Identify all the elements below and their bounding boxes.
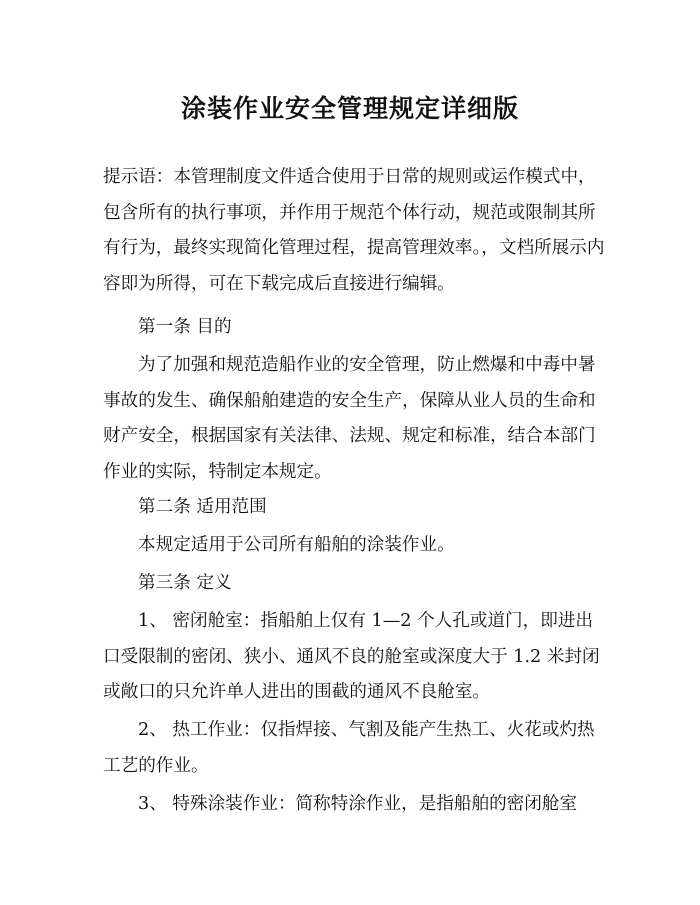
definition-1: 1、 密闭舱室：指船舶上仅有 1—2 个人孔或道门，即进出口受限制的密闭、狭小、通风不良的舱室或深度大于 1.2 米封闭或敞口的只允许单人进出的围截的通风不良舱室。 (103, 611, 600, 702)
document-title: 涂装作业安全管理规定详细版 (180, 94, 519, 123)
hint-paragraph: 提示语：本管理制度文件适合使用于日常的规则或运作模式中，包含所有的执行事项，并作用于规范个体行动，规范或限制其所有行为，最终实现简化管理过程，提高管理效率。，文档所展示内容即为所得，可在下载完成后直接进行编辑。 (103, 167, 605, 294)
article-1-heading: 第一条 目的 (138, 317, 232, 337)
article-2-text: 本规定适用于公司所有船舶的涂装作业。 (138, 535, 455, 555)
article-1-text: 为了加强和规范造船作业的安全管理，防止燃爆和中毒中暑事故的发生、确保船舶建造的安全生产，保障从业人员的生命和财产安全，根据国家有关法律、法规、规定和标准，结合本部门作业的实际，特制定本规定。 (103, 355, 596, 482)
document-body (103, 310, 608, 822)
definition-2: 2、 热工作业：仅指焊接、气割及能产生热工、火花或灼热工艺的作业。 (103, 720, 595, 776)
article-2-heading: 第二条 适用范围 (138, 497, 267, 517)
definition-3: 3、 特殊涂装作业：简称特涂作业，是指船舶的密闭舱室 (138, 793, 578, 814)
article-3-heading: 第三条 定义 (138, 573, 232, 593)
